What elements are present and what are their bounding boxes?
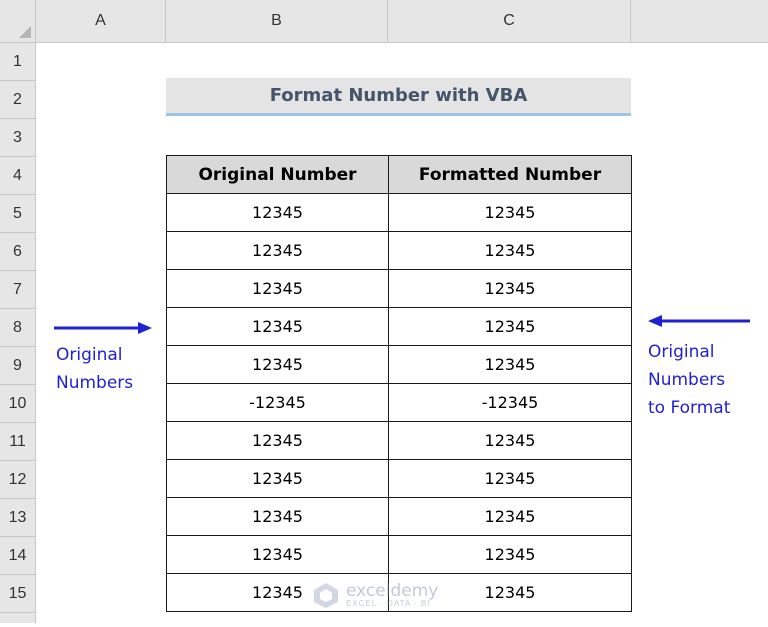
original-number-cell[interactable]: 12345 — [167, 460, 389, 498]
right-annotation-line-1: Original — [648, 342, 715, 362]
table-row — [167, 498, 632, 536]
left-annotation-line-1: Original — [56, 345, 123, 365]
original-number-cell[interactable]: 12345 — [167, 422, 389, 460]
table-row — [167, 384, 632, 422]
exceldemy-watermark — [312, 580, 438, 610]
original-number-cell[interactable]: 12345 — [167, 308, 389, 346]
formatted-number-cell[interactable]: 12345 — [389, 460, 632, 498]
row-header-15[interactable]: 15 — [0, 575, 36, 613]
select-all-corner[interactable] — [0, 0, 36, 43]
column-header-b[interactable]: B — [166, 0, 388, 43]
original-number-cell[interactable]: 12345 — [167, 574, 389, 612]
row-header-5[interactable]: 5 — [0, 195, 36, 233]
table-row — [167, 460, 632, 498]
formatted-number-cell[interactable]: 12345 — [389, 422, 632, 460]
row-header-11[interactable]: 11 — [0, 423, 36, 461]
right-annotation — [648, 338, 730, 422]
formatted-number-cell[interactable]: 12345 — [389, 498, 632, 536]
formatted-number-cell[interactable]: 12345 — [389, 574, 632, 612]
row-header-7[interactable]: 7 — [0, 271, 36, 309]
exceldemy-logo-icon — [312, 581, 340, 609]
right-annotation-line-2: Numbers — [648, 370, 726, 390]
formatted-number-cell[interactable]: 12345 — [389, 270, 632, 308]
formatted-number-cell[interactable]: -12345 — [389, 384, 632, 422]
table-row — [167, 232, 632, 270]
original-number-cell[interactable]: 12345 — [167, 270, 389, 308]
left-annotation-line-2: Numbers — [56, 373, 134, 393]
table-row — [167, 270, 632, 308]
column-header-blank[interactable] — [631, 0, 768, 43]
formatted-number-cell[interactable]: 12345 — [389, 308, 632, 346]
row-header-6[interactable]: 6 — [0, 233, 36, 271]
left-arrow-icon — [646, 313, 750, 329]
number-table — [166, 155, 632, 612]
table-row — [167, 194, 632, 232]
row-header-10[interactable]: 10 — [0, 385, 36, 423]
original-number-cell[interactable]: 12345 — [167, 194, 389, 232]
row-header-2[interactable]: 2 — [0, 81, 36, 119]
row-header-3[interactable]: 3 — [0, 119, 36, 157]
formatted-number-cell[interactable]: 12345 — [389, 536, 632, 574]
row-header-9[interactable]: 9 — [0, 347, 36, 385]
original-number-cell[interactable]: 12345 — [167, 498, 389, 536]
right-arrow-icon — [54, 320, 154, 336]
row-header-12[interactable]: 12 — [0, 461, 36, 499]
row-header-4[interactable]: 4 — [0, 157, 36, 195]
row-header-8[interactable]: 8 — [0, 309, 36, 347]
original-number-cell[interactable]: 12345 — [167, 346, 389, 384]
select-all-triangle-icon — [19, 26, 31, 38]
header-original-number[interactable]: Original Number — [167, 156, 389, 194]
row-header-partial — [0, 613, 36, 623]
table-row — [167, 536, 632, 574]
table-row — [167, 346, 632, 384]
formatted-number-cell[interactable]: 12345 — [389, 232, 632, 270]
left-annotation — [56, 341, 133, 397]
column-header-c[interactable]: C — [388, 0, 631, 43]
column-header-a[interactable]: A — [36, 0, 166, 43]
table-row — [167, 308, 632, 346]
original-number-cell[interactable]: -12345 — [167, 384, 389, 422]
original-number-cell[interactable]: 12345 — [167, 232, 389, 270]
row-header-1[interactable]: 1 — [0, 43, 36, 81]
formatted-number-cell[interactable]: 12345 — [389, 346, 632, 384]
table-row — [167, 422, 632, 460]
right-annotation-line-3: to Format — [648, 398, 731, 418]
row-header-14[interactable]: 14 — [0, 537, 36, 575]
formatted-number-cell[interactable]: 12345 — [389, 194, 632, 232]
sheet-title[interactable]: Format Number with VBA — [166, 78, 631, 116]
watermark-name: exceldemy — [346, 580, 439, 601]
row-header-13[interactable]: 13 — [0, 499, 36, 537]
original-number-cell[interactable]: 12345 — [167, 536, 389, 574]
watermark-tagline: EXCEL · DATA · BI — [346, 598, 431, 608]
header-formatted-number[interactable]: Formatted Number — [389, 156, 632, 194]
